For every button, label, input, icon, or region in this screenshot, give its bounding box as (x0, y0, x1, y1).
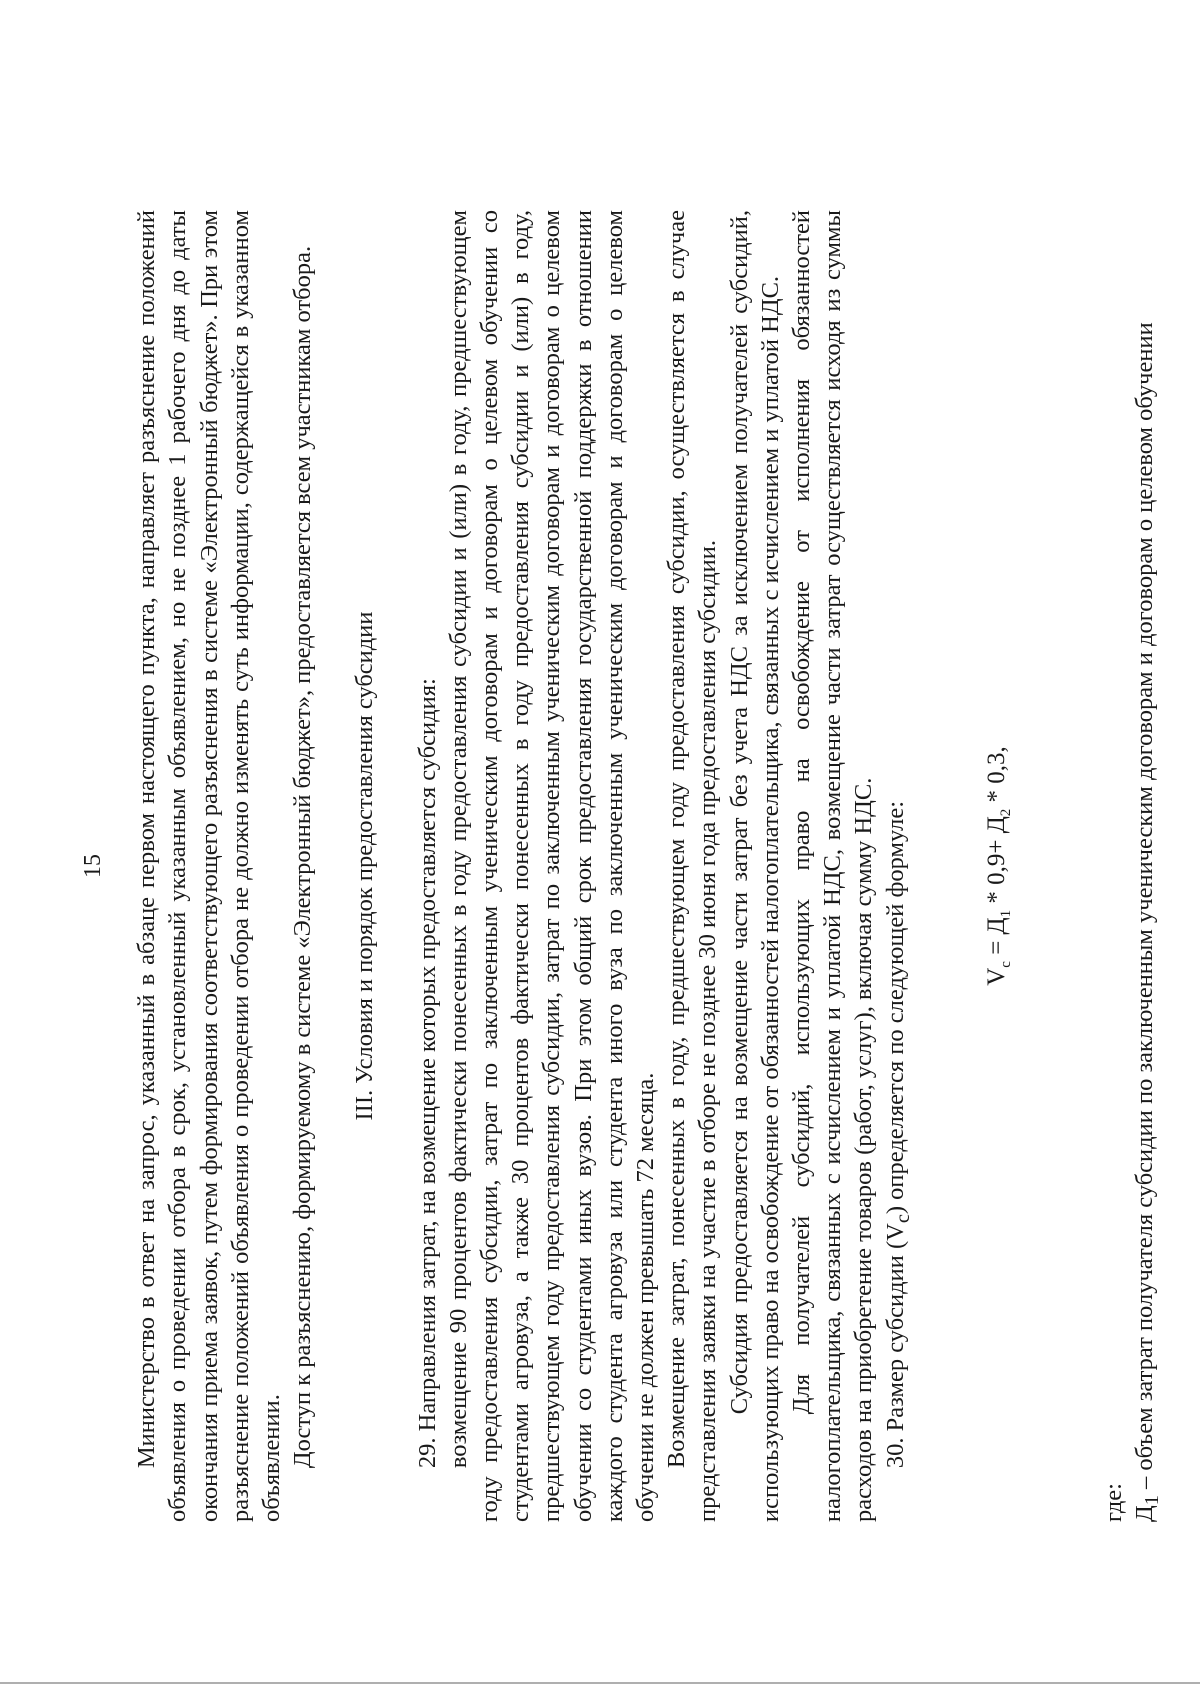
item-30-formula-intro (880, 210, 919, 1522)
definition-d1-symbol: Д (1131, 1505, 1159, 1522)
definition-d1-subscript: 1 (1141, 1495, 1164, 1506)
formula-mid: * 0,9+ Д (982, 816, 1010, 910)
formula-rhs: * 0,3, (982, 746, 1010, 809)
where-label: где: (1099, 1483, 1127, 1522)
item-30-suffix: ) определяется по следующей формуле: (881, 800, 909, 1215)
formula-lhs-subscript: c (997, 961, 1014, 968)
item-29-vat-exempt-recipients: Для получателей субсидий, использующих право на освобождение от исполнения обязанностей налогоплательщика, связанных с исчислением и уплатой НДС, возмещение части затрат осуществляется исходя из суммы расходов на приобретение товаров (работ, услуг), включая сумму НДС. (788, 210, 878, 1522)
item-29-vat-exclusion: Субсидия предоставляется на возмещение части затрат без учета НДС за исключением получателей субсидий, использующих право на освобождение от обязанностей налогоплательщика, связанных с исчислением и уплатой НДС. (725, 210, 784, 1522)
item-30-prefix: 30. Размер субсидии (V (881, 1223, 909, 1469)
item-30-subscript: c (891, 1214, 914, 1224)
definition-d1-text: – объем затрат получателя субсидии по заключенным ученическим договорам и договорам о целевом обучении (1131, 322, 1159, 1496)
paragraph-ministry-response: Министерство в ответ на запрос, указанный в абзаце первом настоящего пункта, направляет разъяснение положений объявления о проведении отбора в срок, установленный указанным объявлением, но не позднее 1 рабочего дня до даты окончания приема заявок, путем формирования соответствующего разъяснения в системе «Электронный бюджет». При этом разъяснение положений объявления о проведении отбора не должно изменять суть информации, содержащейся в указанном объявлении. (133, 210, 286, 1522)
subsidy-formula (981, 210, 1022, 1522)
item-29-intro: 29. Направления затрат, на возмещение которых предоставляется субсидия: (413, 678, 441, 1469)
item-29-reimbursement-previous-year: Возмещение затрат, понесенных в году, предшествующем году предоставления субсидии, осуществляется в случае представления заявки на участие в отборе не позднее 30 июня года предоставления субсидии. (663, 210, 722, 1522)
definition-d1 (1129, 210, 1168, 1522)
formula-d1-subscript: 1 (997, 909, 1014, 918)
paragraph-access-clarification: Доступ к разъяснению, формируемому в системе «Электронный бюджет», предоставляется всем участникам отбора. (289, 245, 317, 1469)
section-title: III. Условия и порядок предоставления субсидии (351, 611, 379, 1121)
formula-eq: = Д (982, 917, 1010, 962)
page-number: 15 (80, 854, 106, 878)
formula-d2-subscript: 2 (997, 808, 1014, 817)
item-29-body: возмещение 90 процентов фактически понесенных в году предоставления субсидии и (или) в году, предшествующем году предоставления субсидии, затрат по заключенным ученическим договорам и договорам о целевом обучении со студентами агровуза, а также 30 процентов фактически понесенных в году предоставления субсидии и (или) в году, предшествующем году предоставления субсидии, затрат по заключенным ученическим договорам и договорам о целевом обучении со студентами иных вузов. При этом общий срок предоставления государственной поддержки в отношении каждого студента агровуза или студента иного вуза по заключенным ученическим договорам и договорам о целевом обучении не должен превышать 72 месяца. (444, 210, 660, 1522)
scan-edge-line (0, 1682, 1200, 1684)
formula-lhs: V (982, 967, 1010, 986)
